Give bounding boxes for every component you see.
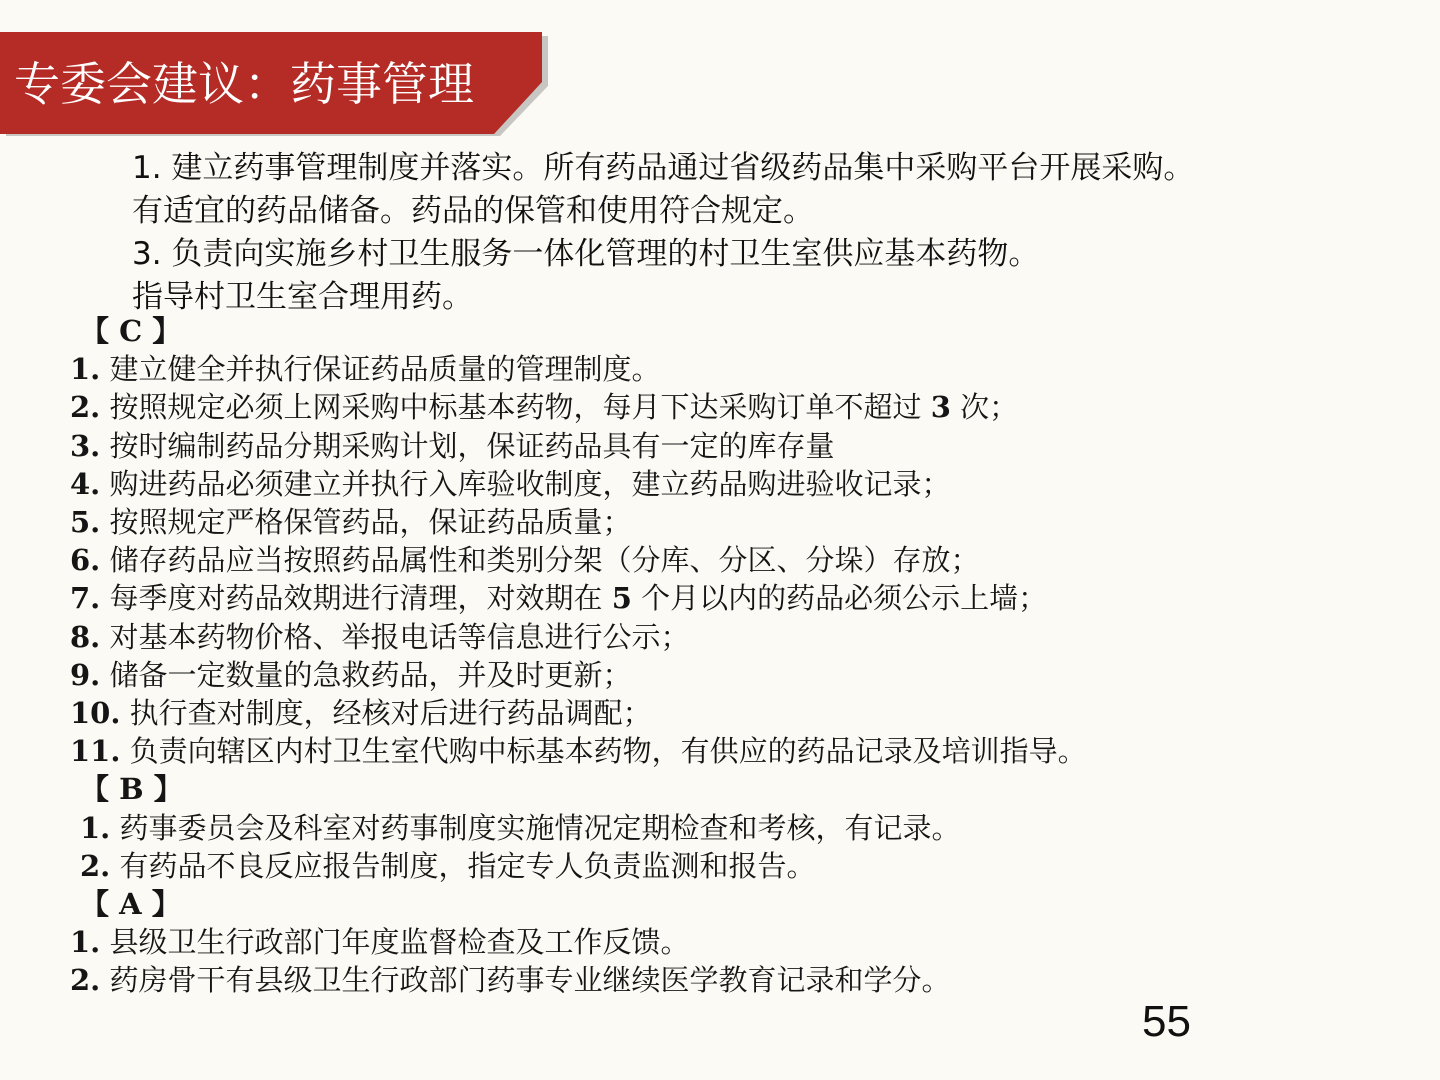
list-item: 4. 购进药品必须建立并执行入库验收制度，建立药品购进验收记录； <box>70 466 951 501</box>
grade-c-label: 【 C 】 <box>80 314 182 348</box>
list-item: 5. 按照规定严格保管药品，保证药品质量； <box>70 505 632 540</box>
list-item: 9. 储备一定数量的急救药品，并及时更新； <box>70 657 632 692</box>
list-item: 7. 每季度对药品效期进行清理，对效期在 5 个月以内的药品必须公示上墙； <box>70 581 1048 616</box>
list-item: 3. 按时编制药品分期采购计划，保证药品具有一定的库存量 <box>70 428 835 463</box>
intro-line: 指导村卫生室合理用药。 <box>132 279 473 315</box>
list-item: 1. 县级卫生行政部门年度监督检查及工作反馈。 <box>70 925 690 960</box>
intro-line: 有适宜的药品储备。药品的保管和使用符合规定。 <box>132 193 814 229</box>
page-title: 专委会建议：药事管理 <box>14 57 474 111</box>
list-item: 2. 按照规定必须上网采购中标基本药物，每月下达采购订单不超过 3 次； <box>70 390 1019 425</box>
list-item: 1. 建立健全并执行保证药品质量的管理制度。 <box>70 352 661 387</box>
intro-block <box>132 147 1422 319</box>
list-item: 8. 对基本药物价格、举报电话等信息进行公示； <box>70 619 690 654</box>
intro-line: 1. 建立药事管理制度并落实。所有药品通过省级药品集中采购平台开展采购。 <box>132 150 1195 186</box>
list-item: 2. 药房骨干有县级卫生行政部门药事专业继续医学教育记录和学分。 <box>70 963 951 998</box>
list-item: 10. 执行查对制度，经核对后进行药品调配； <box>70 696 652 731</box>
intro-line: 3. 负责向实施乡村卫生服务一体化管理的村卫生室供应基本药物。 <box>132 236 1040 272</box>
grade-b-label: 【 B 】 <box>80 772 183 807</box>
page-number: 55 <box>1142 997 1191 1046</box>
list-item: 2. 有药品不良反应报告制度，指定专人负责监测和报告。 <box>80 848 816 883</box>
list-item: 11. 负责向辖区内村卫生室代购中标基本药物，有供应的药品记录及培训指导。 <box>70 734 1087 769</box>
list-item: 6. 储存药品应当按照药品属性和类别分架（分库、分区、分垛）存放； <box>70 543 980 578</box>
grade-a-label: 【 A 】 <box>80 887 181 922</box>
list-item: 1. 药事委员会及科室对药事制度实施情况定期检查和考核，有记录。 <box>80 810 961 845</box>
criteria-list <box>70 312 1370 1000</box>
